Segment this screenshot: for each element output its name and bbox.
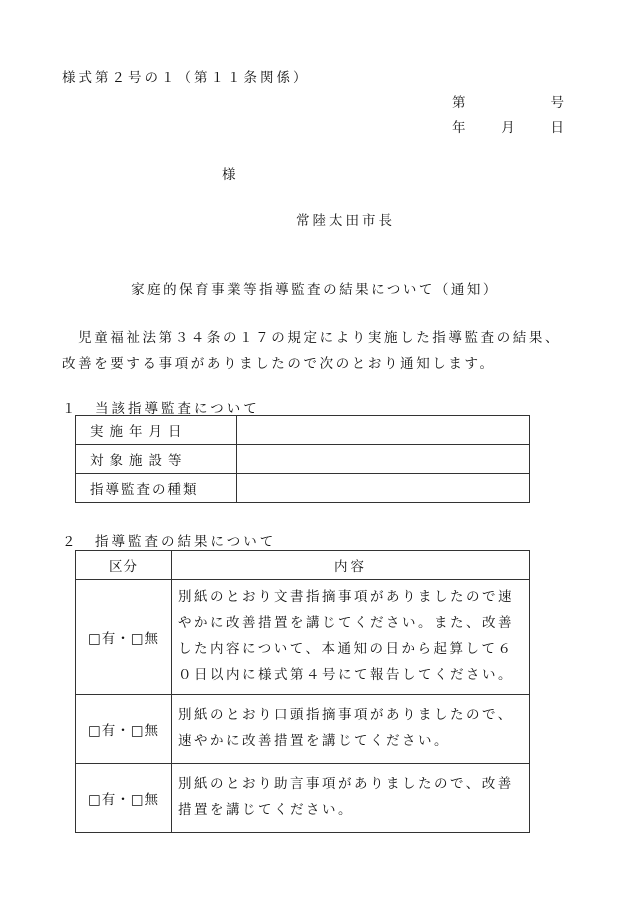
date-day: 日 [550,120,564,136]
kubun-oral: □有・□無 [76,695,172,764]
value-date [237,416,530,445]
date-month: 月 [501,120,515,136]
kubun-advice: □有・□無 [76,764,172,833]
value-facility [237,445,530,474]
label-date: 実施年月日 [76,416,237,445]
header-content: 内容 [172,551,530,580]
body-paragraph: 児童福祉法第３４条の１７の規定により実施した指導監査の結果、改善を要する事項がありましたので次のとおり通知します。 [62,330,562,372]
table-row [76,580,530,695]
table-row [76,695,530,764]
table-row [76,416,530,445]
doc-no-suffix: 号 [550,95,564,111]
table-row [76,764,530,833]
label-audit-type: 指導監査の種類 [76,474,237,503]
table-header-row [76,551,530,580]
form-number: 様式第２号の１（第１１条関係） [62,70,310,86]
doc-no-prefix: 第 [452,95,466,111]
section2-heading: ２ 指導監査の結果について [62,534,277,550]
date-year: 年 [452,120,466,136]
document-date [452,116,564,136]
audit-result-table [75,550,530,833]
header-kubun: 区分 [76,551,172,580]
value-audit-type [237,474,530,503]
kubun-written: □有・□無 [76,580,172,695]
audit-info-table [75,415,530,503]
content-oral: 別紙のとおり口頭指摘事項がありましたので、速やかに改善措置を講じてください。 [172,695,530,764]
sender: 常陸太田市長 [296,213,395,229]
content-written: 別紙のとおり文書指摘事項がありましたので速やかに改善措置を講じてください。また、改善した内容について、本通知の日から起算して６０日以内に様式第４号にて報告してください。 [172,580,530,695]
addressee: 様 [222,167,239,183]
document-title: 家庭的保育事業等指導監査の結果について（通知） [131,282,499,298]
section1-heading: １ 当該指導監査について [62,401,260,417]
content-advice: 別紙のとおり助言事項がありましたので、改善措置を講じてください。 [172,764,530,833]
document-number [452,91,564,111]
table-row [76,474,530,503]
table-row [76,445,530,474]
label-facility: 対象施設等 [76,445,237,474]
